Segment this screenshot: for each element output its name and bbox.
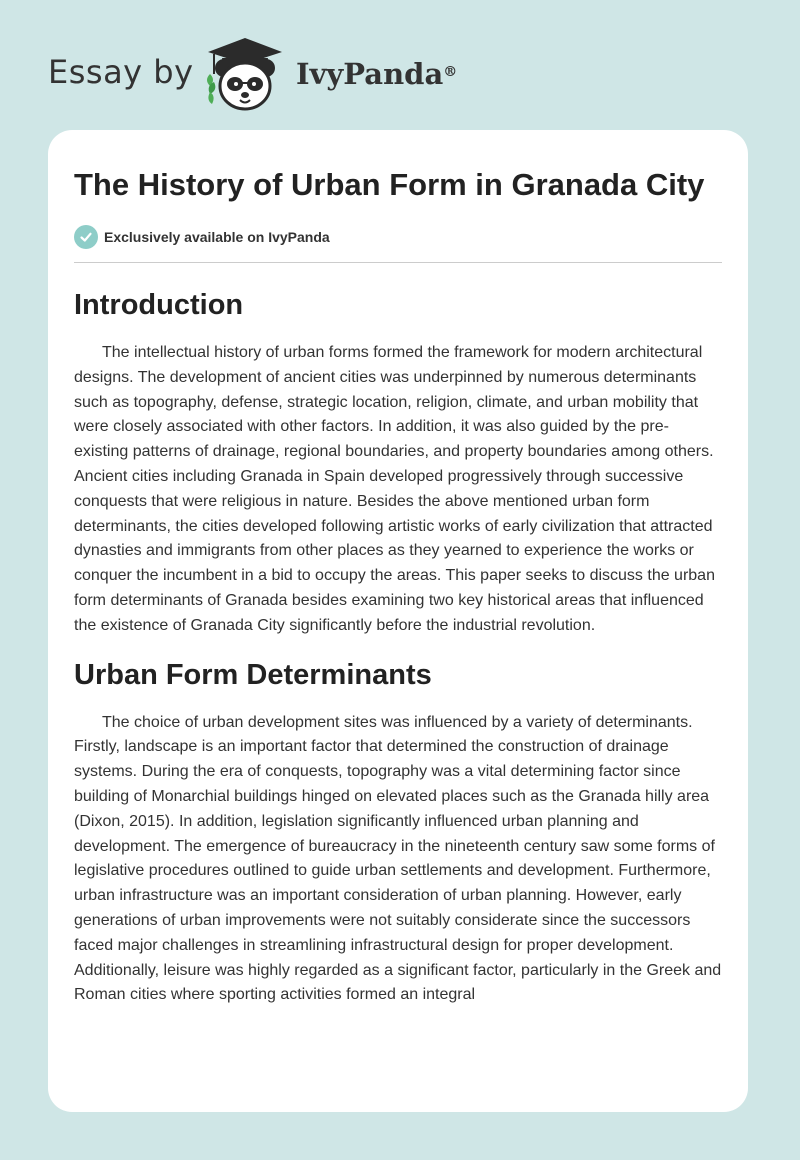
section-heading-urban-form-determinants: Urban Form Determinants xyxy=(74,658,432,691)
essay-content xyxy=(74,164,722,1008)
registered-mark: ® xyxy=(443,64,458,80)
page-title: The History of Urban Form in Granada City xyxy=(74,167,705,202)
section-paragraph-urban-form-determinants: The choice of urban development sites was influenced by a variety of determinants. Firstly, landscape is an important factor that determined the construction of drainage systems. During the era of conquests, topography was a vital determining factor since building of Monarchial buildings hinged on elevated places such as the Granada hilly area (Dixon, 2015). In addition, legislation significantly influenced urban planning and development. The emergence of bureaucracy in the nineteenth century saw some forms of legislative procedures outlined to guide urban settlements and development. Furthermore, urban infrastructure was an important consideration of urban planning. However, early generations of urban improvements were not suitably considerate since the successors faced major challenges in streamlining infrastructural design for proper development. Additionally, leisure was highly regarded as a significant factor, particularly in the Greek and Roman cities where sporting activities formed an integral xyxy=(74,713,722,1004)
section-heading-introduction: Introduction xyxy=(74,289,244,321)
brand-text: IvyPanda xyxy=(296,57,444,91)
section-paragraph-introduction: The intellectual history of urban forms formed the framework for modern architectural designs. The development of ancient cities was underpinned by numerous determinants such as topography, defense, strategic location, religion, climate, and urban mobility that were closely associated with other factors. In addition, it was also guided by the pre-existing patterns of drainage, regional boundaries, and property boundaries among others. Ancient cities including Granada in Spain developed progressively through successive conquests that were religious in nature. Besides the above mentioned urban form determinants, the cities developed following artistic works of early civilization that attracted dynasties and immigrants from other places as they yearned to experience the works or conquer the incumbent in a bid to occupy the areas. This paper seeks to discuss the urban form determinants of Granada besides examining two key historical areas that influenced the existence of Granada City significantly before the industrial revolution. xyxy=(74,344,715,634)
essay-card xyxy=(48,130,748,1112)
essay-by-label: Essay by xyxy=(48,53,194,91)
site-header xyxy=(0,0,800,130)
badge-text: Exclusively available on IvyPanda xyxy=(104,229,330,245)
divider xyxy=(74,262,722,263)
panda-logo-icon[interactable] xyxy=(200,34,290,114)
availability-badge xyxy=(74,224,722,250)
brand-name[interactable] xyxy=(296,56,457,92)
check-circle-icon xyxy=(74,225,98,249)
